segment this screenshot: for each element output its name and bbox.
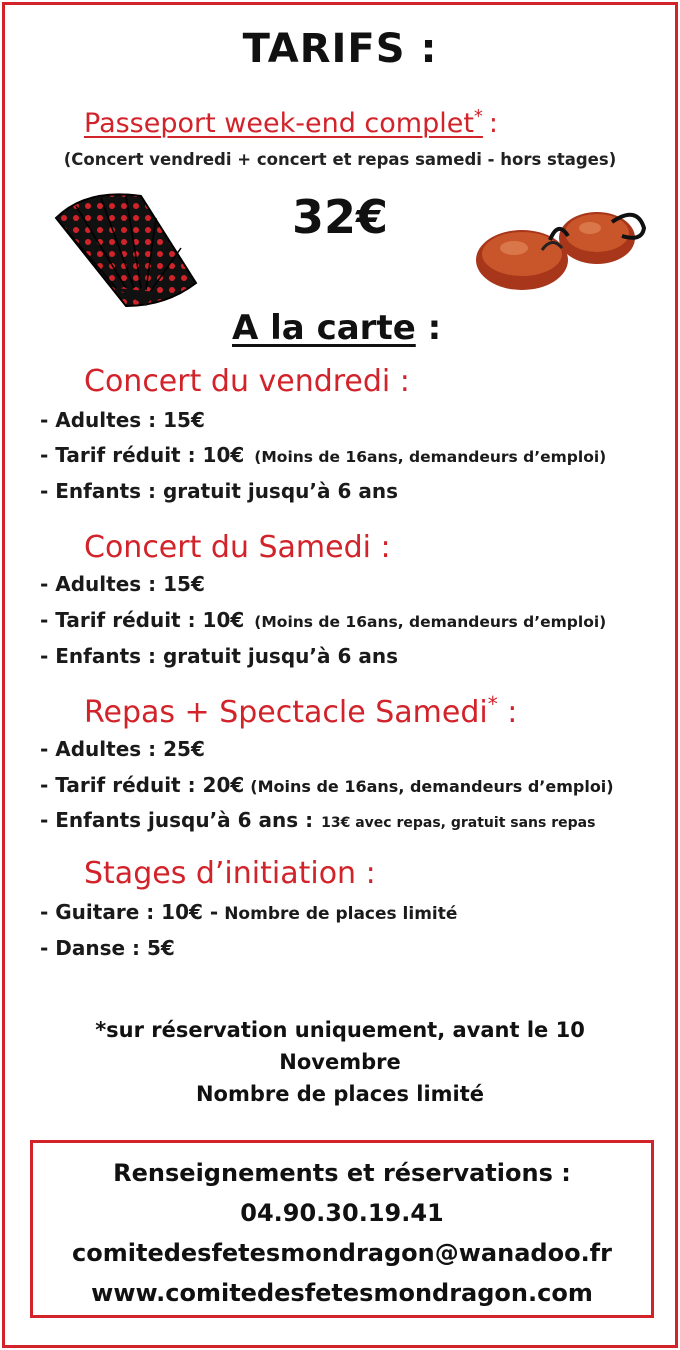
reservation-footnote xyxy=(0,1014,680,1110)
passeport-star: * xyxy=(473,106,483,127)
contact-email[interactable]: comitedesfetesmondragon@wanadoo.fr xyxy=(72,1239,612,1267)
list-item: - Tarif réduit : 10€ (Moins de 16ans, demandeurs d’emploi) xyxy=(40,443,607,467)
contact-phone[interactable]: 04.90.30.19.41 xyxy=(240,1199,444,1227)
list-item: - Tarif réduit : 10€ (Moins de 16ans, demandeurs d’emploi) xyxy=(40,608,607,632)
carte-heading xyxy=(232,308,441,348)
passeport-heading xyxy=(84,106,498,139)
section-title-stages: Stages d’initiation : xyxy=(84,856,376,891)
contact-box xyxy=(30,1140,654,1318)
passeport-label: Passeport week-end complet xyxy=(84,108,474,139)
list-item: - Tarif réduit : 20€ (Moins de 16ans, demandeurs d’emploi) xyxy=(40,773,614,797)
flamenco-fan-image xyxy=(46,188,206,310)
list-item: - Adultes : 25€ xyxy=(40,737,205,761)
footnote-line: *sur réservation uniquement, avant le 10 xyxy=(95,1018,585,1042)
contact-website[interactable]: www.comitedesfetesmondragon.com xyxy=(91,1279,593,1307)
passeport-price: 32€ xyxy=(291,190,389,244)
footnote-line: Nombre de places limité xyxy=(195,1082,485,1106)
list-item: - Enfants jusqu’à 6 ans : 13€ avec repas, gratuit sans repas xyxy=(40,808,596,832)
passeport-colon: : xyxy=(488,108,499,139)
section-title-repas: Repas + Spectacle Samedi* : xyxy=(84,692,518,730)
passeport-detail: (Concert vendredi + concert et repas samedi - hors stages) xyxy=(63,150,617,169)
list-item: - Adultes : 15€ xyxy=(40,572,205,596)
list-item: - Guitare : 10€ - Nombre de places limité xyxy=(40,900,458,924)
carte-colon: : xyxy=(427,308,442,348)
section-title-vendredi: Concert du vendredi : xyxy=(84,364,410,399)
list-item: - Adultes : 15€ xyxy=(40,408,205,432)
page-title: TARIFS : xyxy=(242,26,438,72)
list-item: - Enfants : gratuit jusqu’à 6 ans xyxy=(40,479,398,503)
carte-label: A la carte xyxy=(232,308,416,348)
contact-heading: Renseignements et réservations : xyxy=(113,1159,571,1187)
castanets-image xyxy=(472,200,662,300)
list-item: - Danse : 5€ xyxy=(40,936,175,960)
list-item: - Enfants : gratuit jusqu’à 6 ans xyxy=(40,644,398,668)
footnote-line: Novembre xyxy=(279,1050,401,1074)
section-title-samedi: Concert du Samedi : xyxy=(84,530,391,565)
